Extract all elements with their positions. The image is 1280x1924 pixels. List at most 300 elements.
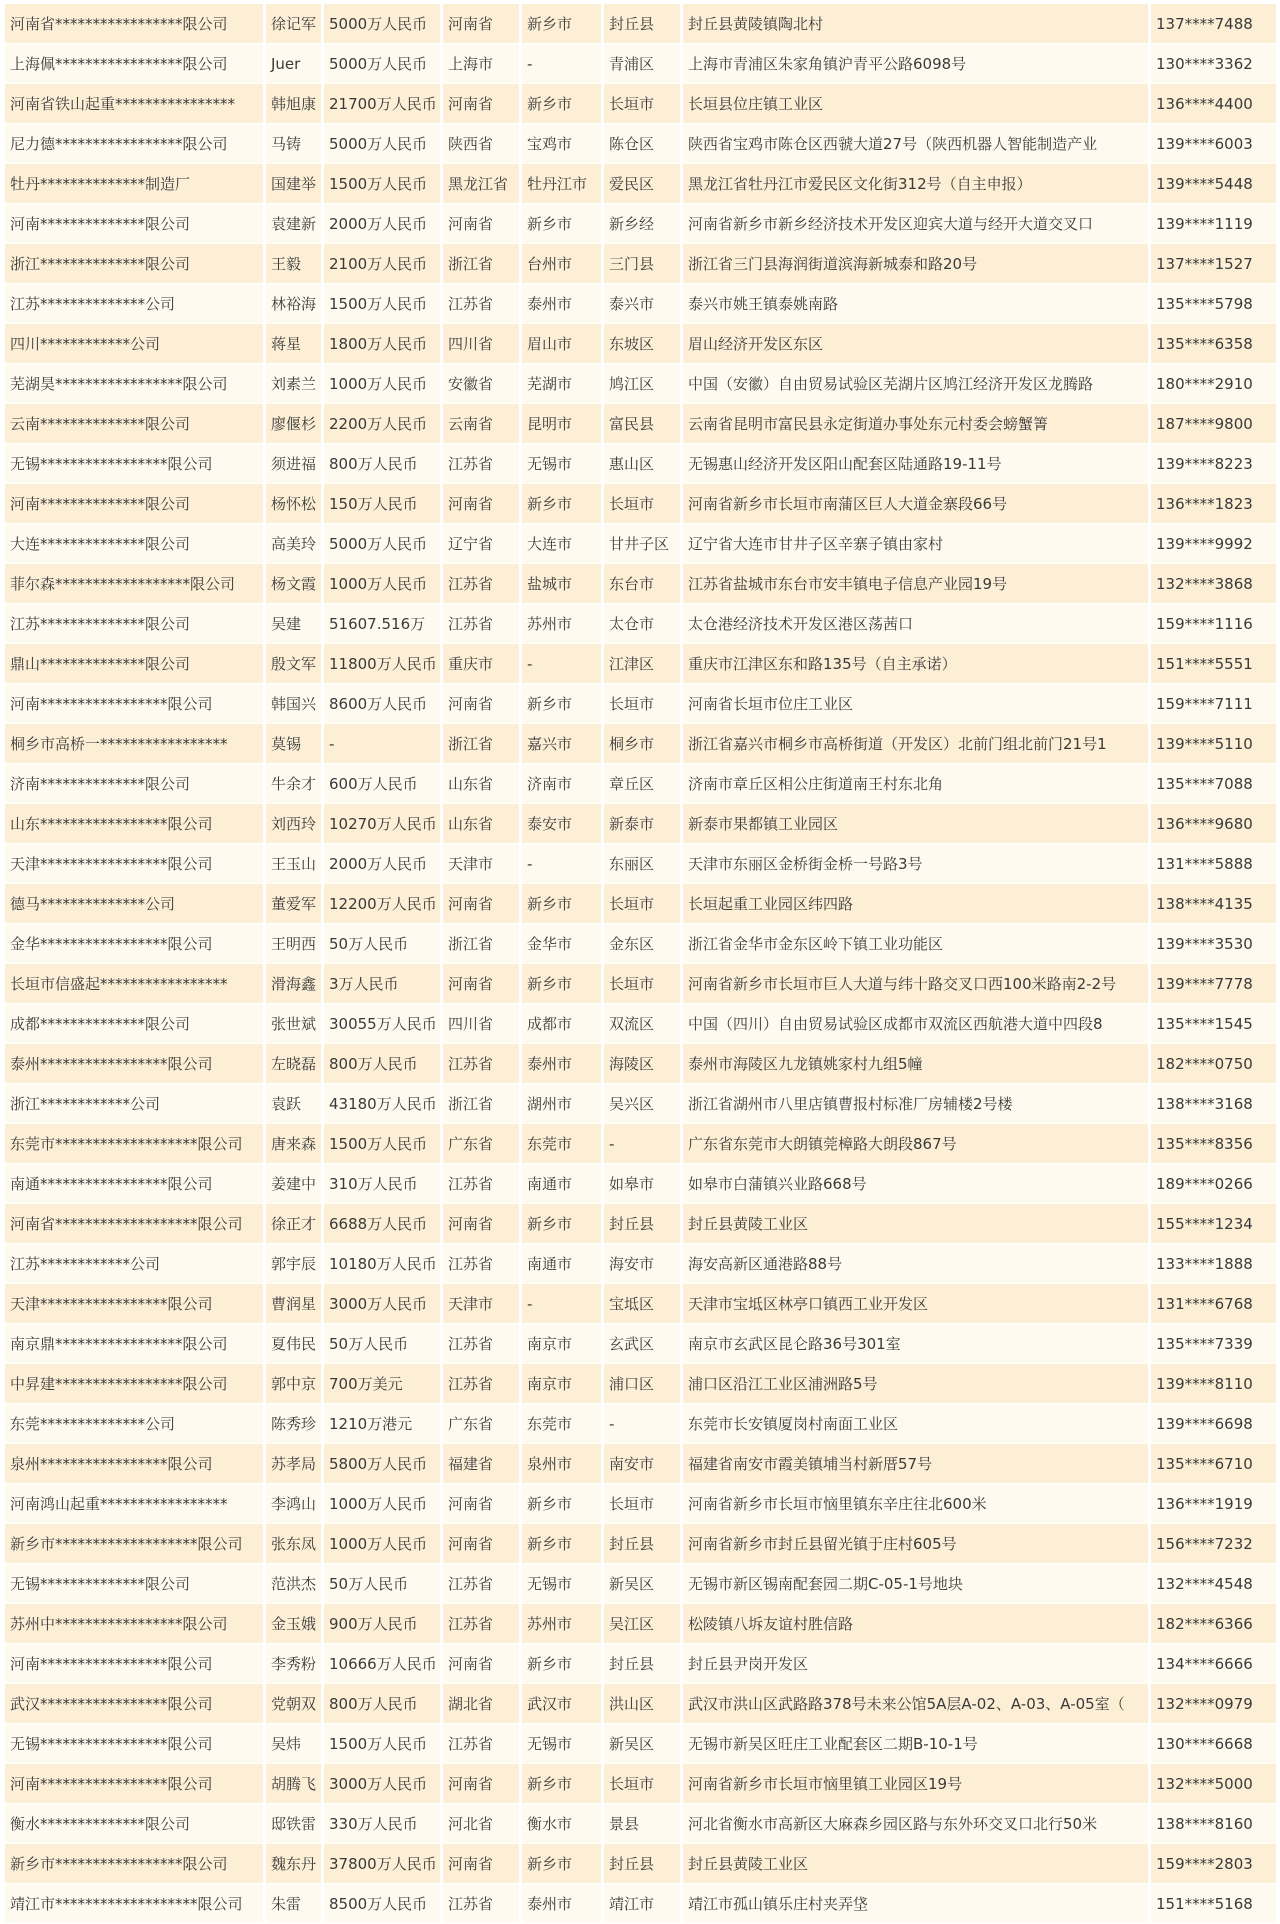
province-cell: 天津市 — [443, 1284, 522, 1323]
legal-person-cell: 马铸 — [266, 124, 324, 163]
city-cell: 苏州市 — [522, 604, 604, 643]
district-cell: 爱民区 — [604, 164, 683, 203]
registered-capital-cell: 43180万人民币 — [324, 1084, 443, 1123]
province-cell: 江苏省 — [443, 1244, 522, 1283]
phone-cell: 135****6710 — [1156, 1455, 1253, 1473]
legal-person-cell: 廖偃杉 — [266, 404, 324, 443]
city-cell: 宝鸡市 — [522, 124, 604, 163]
registered-capital-cell: 3万人民币 — [324, 964, 443, 1003]
table-row — [5, 1484, 1276, 1524]
address-cell: 河南省新乡市长垣市巨人大道与纬十路交叉口西100米路南2-2号 — [683, 964, 1151, 1003]
legal-person-cell: 林裕海 — [266, 284, 324, 323]
legal-person-cell: 李秀粉 — [266, 1644, 324, 1683]
company-name-cell: 南京鼎*****************限公司 — [5, 1324, 266, 1363]
table-row — [5, 1884, 1276, 1924]
legal-person-cell: 张东凤 — [266, 1524, 324, 1563]
phone-cell: 136****4400 — [1156, 95, 1253, 113]
registered-capital-cell: - — [324, 724, 443, 763]
address-cell: 上海市青浦区朱家角镇沪青平公路6098号 — [683, 44, 1151, 83]
province-cell: 河南省 — [443, 684, 522, 723]
province-cell: 辽宁省 — [443, 524, 522, 563]
district-cell: 海安市 — [604, 1244, 683, 1283]
company-name-cell: 浙江************公司 — [5, 1084, 266, 1123]
table-row — [5, 484, 1276, 524]
phone-cell: 136****1823 — [1156, 495, 1253, 513]
district-cell: 封丘县 — [604, 1844, 683, 1883]
city-cell: 泰安市 — [522, 804, 604, 843]
company-name-cell: 无锡**************限公司 — [5, 1564, 266, 1603]
registered-capital-cell: 3000万人民币 — [324, 1764, 443, 1803]
table-row — [5, 644, 1276, 684]
registered-capital-cell: 6688万人民币 — [324, 1204, 443, 1243]
province-cell: 上海市 — [443, 44, 522, 83]
phone-cell: 139****1119 — [1156, 215, 1253, 233]
legal-person-cell: 魏东丹 — [266, 1844, 324, 1883]
phone-cell: 133****1888 — [1156, 1255, 1253, 1273]
legal-person-cell: 左晓磊 — [266, 1044, 324, 1083]
address-cell: 封丘县黄陵工业区 — [683, 1844, 1151, 1883]
phone-cell: 189****0266 — [1156, 1175, 1253, 1193]
province-cell: 河南省 — [443, 1764, 522, 1803]
address-cell: 重庆市江津区东和路135号（自主承诺） — [683, 644, 1151, 683]
province-cell: 江苏省 — [443, 444, 522, 483]
district-cell: 新泰市 — [604, 804, 683, 843]
province-cell: 河南省 — [443, 484, 522, 523]
legal-person-cell: 高美玲 — [266, 524, 324, 563]
city-cell: 泰州市 — [522, 1044, 604, 1083]
district-cell: 双流区 — [604, 1004, 683, 1043]
registered-capital-cell: 30055万人民币 — [324, 1004, 443, 1043]
company-name-cell: 河南*****************限公司 — [5, 1764, 266, 1803]
company-name-cell: 东莞市*******************限公司 — [5, 1124, 266, 1163]
registered-capital-cell: 800万人民币 — [324, 444, 443, 483]
company-name-cell: 天津*****************限公司 — [5, 844, 266, 883]
address-cell: 松陵镇八坼友谊村胜信路 — [683, 1604, 1151, 1643]
company-name-cell: 衡水**************限公司 — [5, 1804, 266, 1843]
legal-person-cell: 滑海鑫 — [266, 964, 324, 1003]
company-name-cell: 江苏************公司 — [5, 1244, 266, 1283]
company-name-cell: 江苏**************限公司 — [5, 604, 266, 643]
table-row — [5, 1404, 1276, 1444]
district-cell: 长垣市 — [604, 964, 683, 1003]
address-cell: 济南市章丘区相公庄街道南王村东北角 — [683, 764, 1151, 803]
address-cell: 福建省南安市霞美镇埔当村新厝57号 — [683, 1444, 1151, 1483]
company-name-cell: 无锡*****************限公司 — [5, 444, 266, 483]
company-name-cell: 尼力德*****************限公司 — [5, 124, 266, 163]
phone-cell: 131****6768 — [1156, 1295, 1253, 1313]
company-name-cell: 武汉*****************限公司 — [5, 1684, 266, 1723]
registered-capital-cell: 800万人民币 — [324, 1684, 443, 1723]
company-name-cell: 金华*****************限公司 — [5, 924, 266, 963]
province-cell: 安徽省 — [443, 364, 522, 403]
province-cell: 江苏省 — [443, 284, 522, 323]
phone-cell: 180****2910 — [1156, 375, 1253, 393]
province-cell: 广东省 — [443, 1124, 522, 1163]
city-cell: 新乡市 — [522, 964, 604, 1003]
city-cell: 新乡市 — [522, 1484, 604, 1523]
registered-capital-cell: 1000万人民币 — [324, 364, 443, 403]
phone-cell: 135****7088 — [1156, 775, 1253, 793]
district-cell: 吴江区 — [604, 1604, 683, 1643]
table-row — [5, 1644, 1276, 1684]
address-cell: 封丘县尹岗开发区 — [683, 1644, 1151, 1683]
phone-cell: 139****9992 — [1156, 535, 1253, 553]
province-cell: 浙江省 — [443, 924, 522, 963]
district-cell: 新吴区 — [604, 1724, 683, 1763]
city-cell: 无锡市 — [522, 1564, 604, 1603]
registered-capital-cell: 12200万人民币 — [324, 884, 443, 923]
phone-cell: 130****3362 — [1156, 55, 1253, 73]
city-cell: - — [522, 1284, 604, 1323]
phone-cell: 139****6698 — [1156, 1415, 1253, 1433]
registered-capital-cell: 1000万人民币 — [324, 564, 443, 603]
table-row — [5, 1844, 1276, 1884]
company-name-cell: 菲尔森******************限公司 — [5, 564, 266, 603]
city-cell: 苏州市 — [522, 1604, 604, 1643]
province-cell: 陕西省 — [443, 124, 522, 163]
city-cell: 新乡市 — [522, 484, 604, 523]
phone-cell: 151****5551 — [1156, 655, 1253, 673]
district-cell: 泰兴市 — [604, 284, 683, 323]
city-cell: 泰州市 — [522, 284, 604, 323]
table-row — [5, 164, 1276, 204]
table-row — [5, 1004, 1276, 1044]
city-cell: 昆明市 — [522, 404, 604, 443]
city-cell: 湖州市 — [522, 1084, 604, 1123]
address-cell: 江苏省盐城市东台市安丰镇电子信息产业园19号 — [683, 564, 1151, 603]
city-cell: 嘉兴市 — [522, 724, 604, 763]
registered-capital-cell: 2100万人民币 — [324, 244, 443, 283]
company-name-cell: 新乡市*****************限公司 — [5, 1844, 266, 1883]
legal-person-cell: 金玉娥 — [266, 1604, 324, 1643]
address-cell: 河南省新乡市长垣市恼里镇工业园区19号 — [683, 1764, 1151, 1803]
legal-person-cell: 夏伟民 — [266, 1324, 324, 1363]
province-cell: 江苏省 — [443, 1364, 522, 1403]
city-cell: 眉山市 — [522, 324, 604, 363]
province-cell: 河南省 — [443, 1524, 522, 1563]
company-table — [5, 4, 1276, 1924]
address-cell: 泰兴市姚王镇泰姚南路 — [683, 284, 1151, 323]
table-row — [5, 1324, 1276, 1364]
city-cell: - — [522, 44, 604, 83]
city-cell: 南通市 — [522, 1244, 604, 1283]
district-cell: 青浦区 — [604, 44, 683, 83]
table-row — [5, 1444, 1276, 1484]
phone-cell: 137****1527 — [1156, 255, 1253, 273]
company-name-cell: 泰州*****************限公司 — [5, 1044, 266, 1083]
company-name-cell: 云南**************限公司 — [5, 404, 266, 443]
registered-capital-cell: 1000万人民币 — [324, 1484, 443, 1523]
address-cell: 河南省新乡市长垣市恼里镇东辛庄往北600米 — [683, 1484, 1151, 1523]
city-cell: 新乡市 — [522, 1764, 604, 1803]
district-cell: 靖江市 — [604, 1884, 683, 1923]
registered-capital-cell: 3000万人民币 — [324, 1284, 443, 1323]
address-cell: 河南省新乡市长垣市南蒲区巨人大道金寨段66号 — [683, 484, 1151, 523]
district-cell: 新乡经 — [604, 204, 683, 243]
district-cell: 封丘县 — [604, 1644, 683, 1683]
company-name-cell: 河南省铁山起重**************** — [5, 84, 266, 123]
table-row — [5, 444, 1276, 484]
phone-cell: 135****6358 — [1156, 335, 1253, 353]
district-cell: 如皋市 — [604, 1164, 683, 1203]
table-row — [5, 204, 1276, 244]
legal-person-cell: 李鸿山 — [266, 1484, 324, 1523]
province-cell: 河南省 — [443, 1204, 522, 1243]
table-row — [5, 604, 1276, 644]
phone-cell: 159****7111 — [1156, 695, 1253, 713]
company-name-cell: 泉州*****************限公司 — [5, 1444, 266, 1483]
registered-capital-cell: 1500万人民币 — [324, 164, 443, 203]
district-cell: 惠山区 — [604, 444, 683, 483]
province-cell: 河南省 — [443, 204, 522, 243]
registered-capital-cell: 51607.516万 — [324, 604, 443, 643]
legal-person-cell: 王玉山 — [266, 844, 324, 883]
address-cell: 太仓港经济技术开发区港区荡茜口 — [683, 604, 1151, 643]
legal-person-cell: 姜建中 — [266, 1164, 324, 1203]
phone-cell: 135****7339 — [1156, 1335, 1253, 1353]
phone-cell: 138****3168 — [1156, 1095, 1253, 1113]
city-cell: 新乡市 — [522, 204, 604, 243]
registered-capital-cell: 800万人民币 — [324, 1044, 443, 1083]
address-cell: 浙江省三门县海润街道滨海新城泰和路20号 — [683, 244, 1151, 283]
company-name-cell: 桐乡市高桥一***************** — [5, 724, 266, 763]
address-cell: 河南省新乡市封丘县留光镇于庄村605号 — [683, 1524, 1151, 1563]
table-row — [5, 524, 1276, 564]
address-cell: 浙江省湖州市八里店镇曹报村标准厂房辅楼2号楼 — [683, 1084, 1151, 1123]
registered-capital-cell: 150万人民币 — [324, 484, 443, 523]
province-cell: 天津市 — [443, 844, 522, 883]
legal-person-cell: 范洪杰 — [266, 1564, 324, 1603]
address-cell: 中国（四川）自由贸易试验区成都市双流区西航港大道中四段8 — [683, 1004, 1151, 1043]
district-cell: 海陵区 — [604, 1044, 683, 1083]
district-cell: 封丘县 — [604, 1204, 683, 1243]
table-row — [5, 844, 1276, 884]
table-row — [5, 324, 1276, 364]
company-name-cell: 鼎山**************限公司 — [5, 644, 266, 683]
table-row — [5, 1244, 1276, 1284]
table-row — [5, 1204, 1276, 1244]
table-row — [5, 1684, 1276, 1724]
province-cell: 河南省 — [443, 1844, 522, 1883]
address-cell: 云南省昆明市富民县永定街道办事处东元村委会螃蟹箐 — [683, 404, 1151, 443]
registered-capital-cell: 10180万人民币 — [324, 1244, 443, 1283]
registered-capital-cell: 50万人民币 — [324, 924, 443, 963]
city-cell: - — [522, 844, 604, 883]
company-name-cell: 新乡市*******************限公司 — [5, 1524, 266, 1563]
registered-capital-cell: 600万人民币 — [324, 764, 443, 803]
city-cell: 新乡市 — [522, 4, 604, 43]
registered-capital-cell: 1500万人民币 — [324, 1124, 443, 1163]
city-cell: 衡水市 — [522, 1804, 604, 1843]
phone-cell: 135****5798 — [1156, 295, 1253, 313]
phone-cell: 139****3530 — [1156, 935, 1253, 953]
city-cell: 东莞市 — [522, 1124, 604, 1163]
district-cell: 新吴区 — [604, 1564, 683, 1603]
table-row — [5, 1364, 1276, 1404]
province-cell: 江苏省 — [443, 1044, 522, 1083]
registered-capital-cell: 50万人民币 — [324, 1324, 443, 1363]
company-name-cell: 河南*****************限公司 — [5, 1644, 266, 1683]
legal-person-cell: 莫锡 — [266, 724, 324, 763]
table-row — [5, 84, 1276, 124]
legal-person-cell: 苏孝局 — [266, 1444, 324, 1483]
registered-capital-cell: 5000万人民币 — [324, 524, 443, 563]
phone-cell: 139****8223 — [1156, 455, 1253, 473]
registered-capital-cell: 2200万人民币 — [324, 404, 443, 443]
province-cell: 江苏省 — [443, 1604, 522, 1643]
address-cell: 天津市东丽区金桥街金桥一号路3号 — [683, 844, 1151, 883]
address-cell: 南京市玄武区昆仑路36号301室 — [683, 1324, 1151, 1363]
table-row — [5, 1604, 1276, 1644]
district-cell: - — [604, 1404, 683, 1443]
legal-person-cell: 国建举 — [266, 164, 324, 203]
legal-person-cell: 吴炜 — [266, 1724, 324, 1763]
company-name-cell: 江苏**************公司 — [5, 284, 266, 323]
registered-capital-cell: 2000万人民币 — [324, 204, 443, 243]
registered-capital-cell: 5800万人民币 — [324, 1444, 443, 1483]
table-row — [5, 1164, 1276, 1204]
legal-person-cell: 杨文霞 — [266, 564, 324, 603]
phone-cell: 135****8356 — [1156, 1135, 1253, 1153]
legal-person-cell: 邸铁雷 — [266, 1804, 324, 1843]
address-cell: 长垣起重工业园区纬四路 — [683, 884, 1151, 923]
registered-capital-cell: 5000万人民币 — [324, 124, 443, 163]
province-cell: 河北省 — [443, 1804, 522, 1843]
registered-capital-cell: 1500万人民币 — [324, 1724, 443, 1763]
city-cell: 新乡市 — [522, 684, 604, 723]
phone-cell: 138****4135 — [1156, 895, 1253, 913]
city-cell: 台州市 — [522, 244, 604, 283]
company-name-cell: 中昇建*****************限公司 — [5, 1364, 266, 1403]
company-name-cell: 靖江市*******************限公司 — [5, 1884, 266, 1923]
company-name-cell: 德马**************公司 — [5, 884, 266, 923]
address-cell: 泰州市海陵区九龙镇姚家村九组5幢 — [683, 1044, 1151, 1083]
legal-person-cell: 刘西玲 — [266, 804, 324, 843]
district-cell: 三门县 — [604, 244, 683, 283]
address-cell: 河南省长垣市位庄工业区 — [683, 684, 1151, 723]
province-cell: 四川省 — [443, 1004, 522, 1043]
registered-capital-cell: 1800万人民币 — [324, 324, 443, 363]
legal-person-cell: 张世斌 — [266, 1004, 324, 1043]
legal-person-cell: 袁跃 — [266, 1084, 324, 1123]
registered-capital-cell: 11800万人民币 — [324, 644, 443, 683]
district-cell: 东坡区 — [604, 324, 683, 363]
phone-cell: 132****5000 — [1156, 1775, 1253, 1793]
province-cell: 四川省 — [443, 324, 522, 363]
city-cell: 牡丹江市 — [522, 164, 604, 203]
company-name-cell: 长垣市信盛起***************** — [5, 964, 266, 1003]
registered-capital-cell: 1500万人民币 — [324, 284, 443, 323]
district-cell: 甘井子区 — [604, 524, 683, 563]
city-cell: 新乡市 — [522, 1204, 604, 1243]
table-row — [5, 884, 1276, 924]
district-cell: 太仓市 — [604, 604, 683, 643]
address-cell: 河北省衡水市高新区大麻森乡园区路与东外环交叉口北行50米 — [683, 1804, 1151, 1843]
province-cell: 河南省 — [443, 1484, 522, 1523]
phone-cell: 136****9680 — [1156, 815, 1253, 833]
province-cell: 河南省 — [443, 1644, 522, 1683]
legal-person-cell: 朱雷 — [266, 1884, 324, 1923]
city-cell: 新乡市 — [522, 84, 604, 123]
legal-person-cell: 韩国兴 — [266, 684, 324, 723]
province-cell: 江苏省 — [443, 1724, 522, 1763]
phone-cell: 136****1919 — [1156, 1495, 1253, 1513]
city-cell: 新乡市 — [522, 884, 604, 923]
province-cell: 河南省 — [443, 964, 522, 1003]
phone-cell: 132****4548 — [1156, 1575, 1253, 1593]
district-cell: 桐乡市 — [604, 724, 683, 763]
phone-cell: 139****5110 — [1156, 735, 1253, 753]
company-name-cell: 苏州中*****************限公司 — [5, 1604, 266, 1643]
address-cell: 浙江省金华市金东区岭下镇工业功能区 — [683, 924, 1151, 963]
legal-person-cell: 殷文军 — [266, 644, 324, 683]
phone-cell: 139****7778 — [1156, 975, 1253, 993]
address-cell: 黑龙江省牡丹江市爱民区文化街312号（自主申报） — [683, 164, 1151, 203]
legal-person-cell: 韩旭康 — [266, 84, 324, 123]
address-cell: 无锡市新区锡南配套园二期C-05-1号地块 — [683, 1564, 1151, 1603]
city-cell: 成都市 — [522, 1004, 604, 1043]
company-name-cell: 成都**************限公司 — [5, 1004, 266, 1043]
registered-capital-cell: 1210万港元 — [324, 1404, 443, 1443]
city-cell: 济南市 — [522, 764, 604, 803]
district-cell: 洪山区 — [604, 1684, 683, 1723]
company-name-cell: 河南**************限公司 — [5, 484, 266, 523]
phone-cell: 137****7488 — [1156, 15, 1253, 33]
company-name-cell: 牡丹**************制造厂 — [5, 164, 266, 203]
legal-person-cell: 郭中京 — [266, 1364, 324, 1403]
district-cell: 封丘县 — [604, 1524, 683, 1563]
company-name-cell: 东莞**************公司 — [5, 1404, 266, 1443]
address-cell: 武汉市洪山区武路路378号未来公馆5A层A-02、A-03、A-05室（ — [683, 1684, 1151, 1723]
district-cell: 长垣市 — [604, 484, 683, 523]
company-name-cell: 芜湖昊*****************限公司 — [5, 364, 266, 403]
district-cell: 东台市 — [604, 564, 683, 603]
city-cell: 芜湖市 — [522, 364, 604, 403]
legal-person-cell: 杨怀松 — [266, 484, 324, 523]
address-cell: 浙江省嘉兴市桐乡市高桥街道（开发区）北前门组北前门21号1 — [683, 724, 1151, 763]
registered-capital-cell: 330万人民币 — [324, 1804, 443, 1843]
company-name-cell: 河南*****************限公司 — [5, 684, 266, 723]
province-cell: 重庆市 — [443, 644, 522, 683]
phone-cell: 151****5168 — [1156, 1895, 1253, 1913]
province-cell: 浙江省 — [443, 1084, 522, 1123]
legal-person-cell: 陈秀珍 — [266, 1404, 324, 1443]
registered-capital-cell: 5000万人民币 — [324, 4, 443, 43]
address-cell: 广东省东莞市大朗镇莞樟路大朗段867号 — [683, 1124, 1151, 1163]
phone-cell: 132****0979 — [1156, 1695, 1253, 1713]
table-row — [5, 564, 1276, 604]
district-cell: 江津区 — [604, 644, 683, 683]
phone-cell: 159****1116 — [1156, 615, 1253, 633]
table-row — [5, 44, 1276, 84]
district-cell: 玄武区 — [604, 1324, 683, 1363]
table-row — [5, 1564, 1276, 1604]
province-cell: 江苏省 — [443, 1324, 522, 1363]
province-cell: 云南省 — [443, 404, 522, 443]
table-row — [5, 284, 1276, 324]
legal-person-cell: 曹润星 — [266, 1284, 324, 1323]
province-cell: 江苏省 — [443, 1564, 522, 1603]
legal-person-cell: Juer — [266, 44, 324, 83]
address-cell: 天津市宝坻区林亭口镇西工业开发区 — [683, 1284, 1151, 1323]
city-cell: 南京市 — [522, 1324, 604, 1363]
phone-cell: 182****0750 — [1156, 1055, 1253, 1073]
city-cell: 新乡市 — [522, 1644, 604, 1683]
registered-capital-cell: 310万人民币 — [324, 1164, 443, 1203]
province-cell: 浙江省 — [443, 244, 522, 283]
table-row — [5, 1804, 1276, 1844]
registered-capital-cell: 8500万人民币 — [324, 1884, 443, 1923]
